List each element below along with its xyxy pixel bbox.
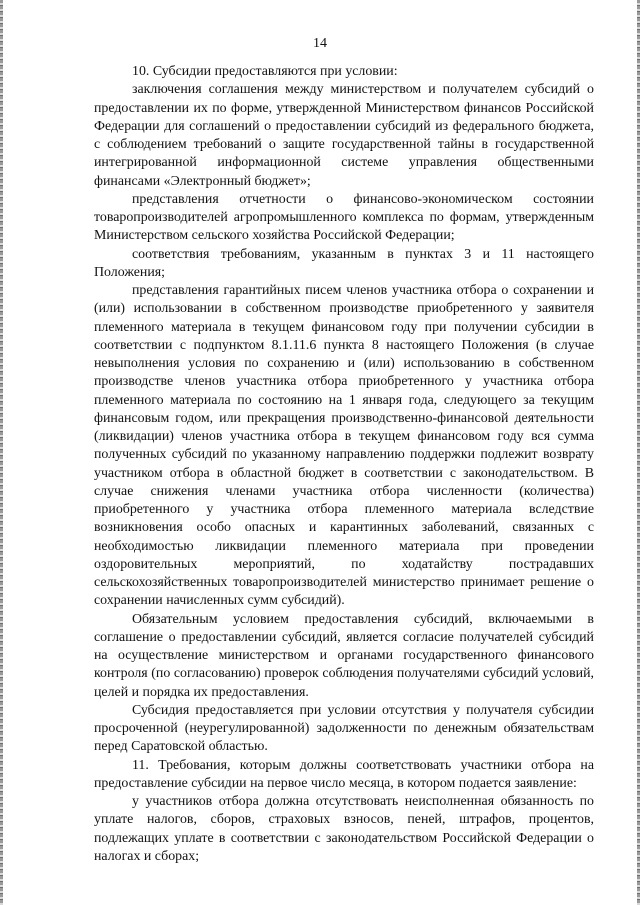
paragraph-requirements-condition: соответствия требованиям, указанным в пунктах 3 и 11 настоящего Положения; xyxy=(94,246,594,280)
paragraph-guarantee-letters-condition: представления гарантийных писем членов участника отбора о сохранении и (или) использовании в собственном производстве приобретенного у заявителя племенного материала в текущем финансовом году при получении субсидии в соответствии с подпунктом 8.1.11.6 пункта 8 настоящего Положения (в случае невыполнения условия по сохранению и (или) использованию в собственном производстве членов участника отбора приобретенного у участника отбора племенного материала по состоянию на 1 января года, следующего за текущим финансовым годом, или прекращения производственно-финансовой деятельности (ликвидации) членов участника отбора в текущем финансовом году вся сумма полученных субсидий по указанному направлению поддержки подлежит возврату участником отбора в областной бюджет в соответствии с законодательством. В случае снижения членами участника отбора численности (количества) приобретенного у участника отбора племенного материала вследствие возникновения особо опасных и карантинных заболеваний, связанных с необходимостью ликвидации племенного материала при проведении оздоровительных мероприятий, по ходатайству пострадавших сельскохозяйственных товаропроизводителей министерство принимает решение о сохранении начисленных сумм субсидий). xyxy=(94,283,594,609)
paragraph-tax-obligation: у участников отбора должна отсутствовать неисполненная обязанность по уплате налогов, сборов, страховых взносов, пеней, штрафов, процентов, подлежащих уплате в соответствии с законодательством Российской Федерации о налогах и сборах; xyxy=(94,794,594,864)
paragraph-mandatory-condition: Обязательным условием предоставления субсидий, включаемыми в соглашение о предоставлении субсидий, является согласие получателей субсидий на осуществление министерством и органами государственного финансового контроля (по согласованию) проверок соблюдения получателями субсидий условий, целей и порядка их предоставления. xyxy=(94,611,594,700)
page-number: 14 xyxy=(313,36,327,51)
paragraph-reporting-condition: представления отчетности о финансово-экономическом состоянии товаропроизводителей агропромышленного комплекса по формам, утвержденным Министерством сельского хозяйства Российской Федерации; xyxy=(94,191,594,244)
paragraph-no-debt-condition: Субсидия предоставляется при условии отсутствия у получателя субсидии просроченной (неурегулированной) задолженности по денежным обязательствам перед Саратовской областью. xyxy=(94,702,594,755)
paragraph-11-heading: 11. Требования, которым должны соответствовать участники отбора на предоставление субсидии на первое число месяца, в котором подается заявление: xyxy=(94,757,594,791)
document-body xyxy=(94,63,594,866)
scan-edge-left xyxy=(0,0,3,905)
paragraph-10-heading: 10. Субсидии предоставляются при условии: xyxy=(132,64,398,79)
paragraph-agreement-condition: заключения соглашения между министерством и получателем субсидий о предоставлении их по форме, утвержденной Министерством финансов Российской Федерации для соглашений о предоставлении субсидий из федерального бюджета, с соблюдением требований о защите государственной тайны в государственной интегрированной информационной системе управления общественными финансами «Электронный бюджет»; xyxy=(94,82,594,189)
